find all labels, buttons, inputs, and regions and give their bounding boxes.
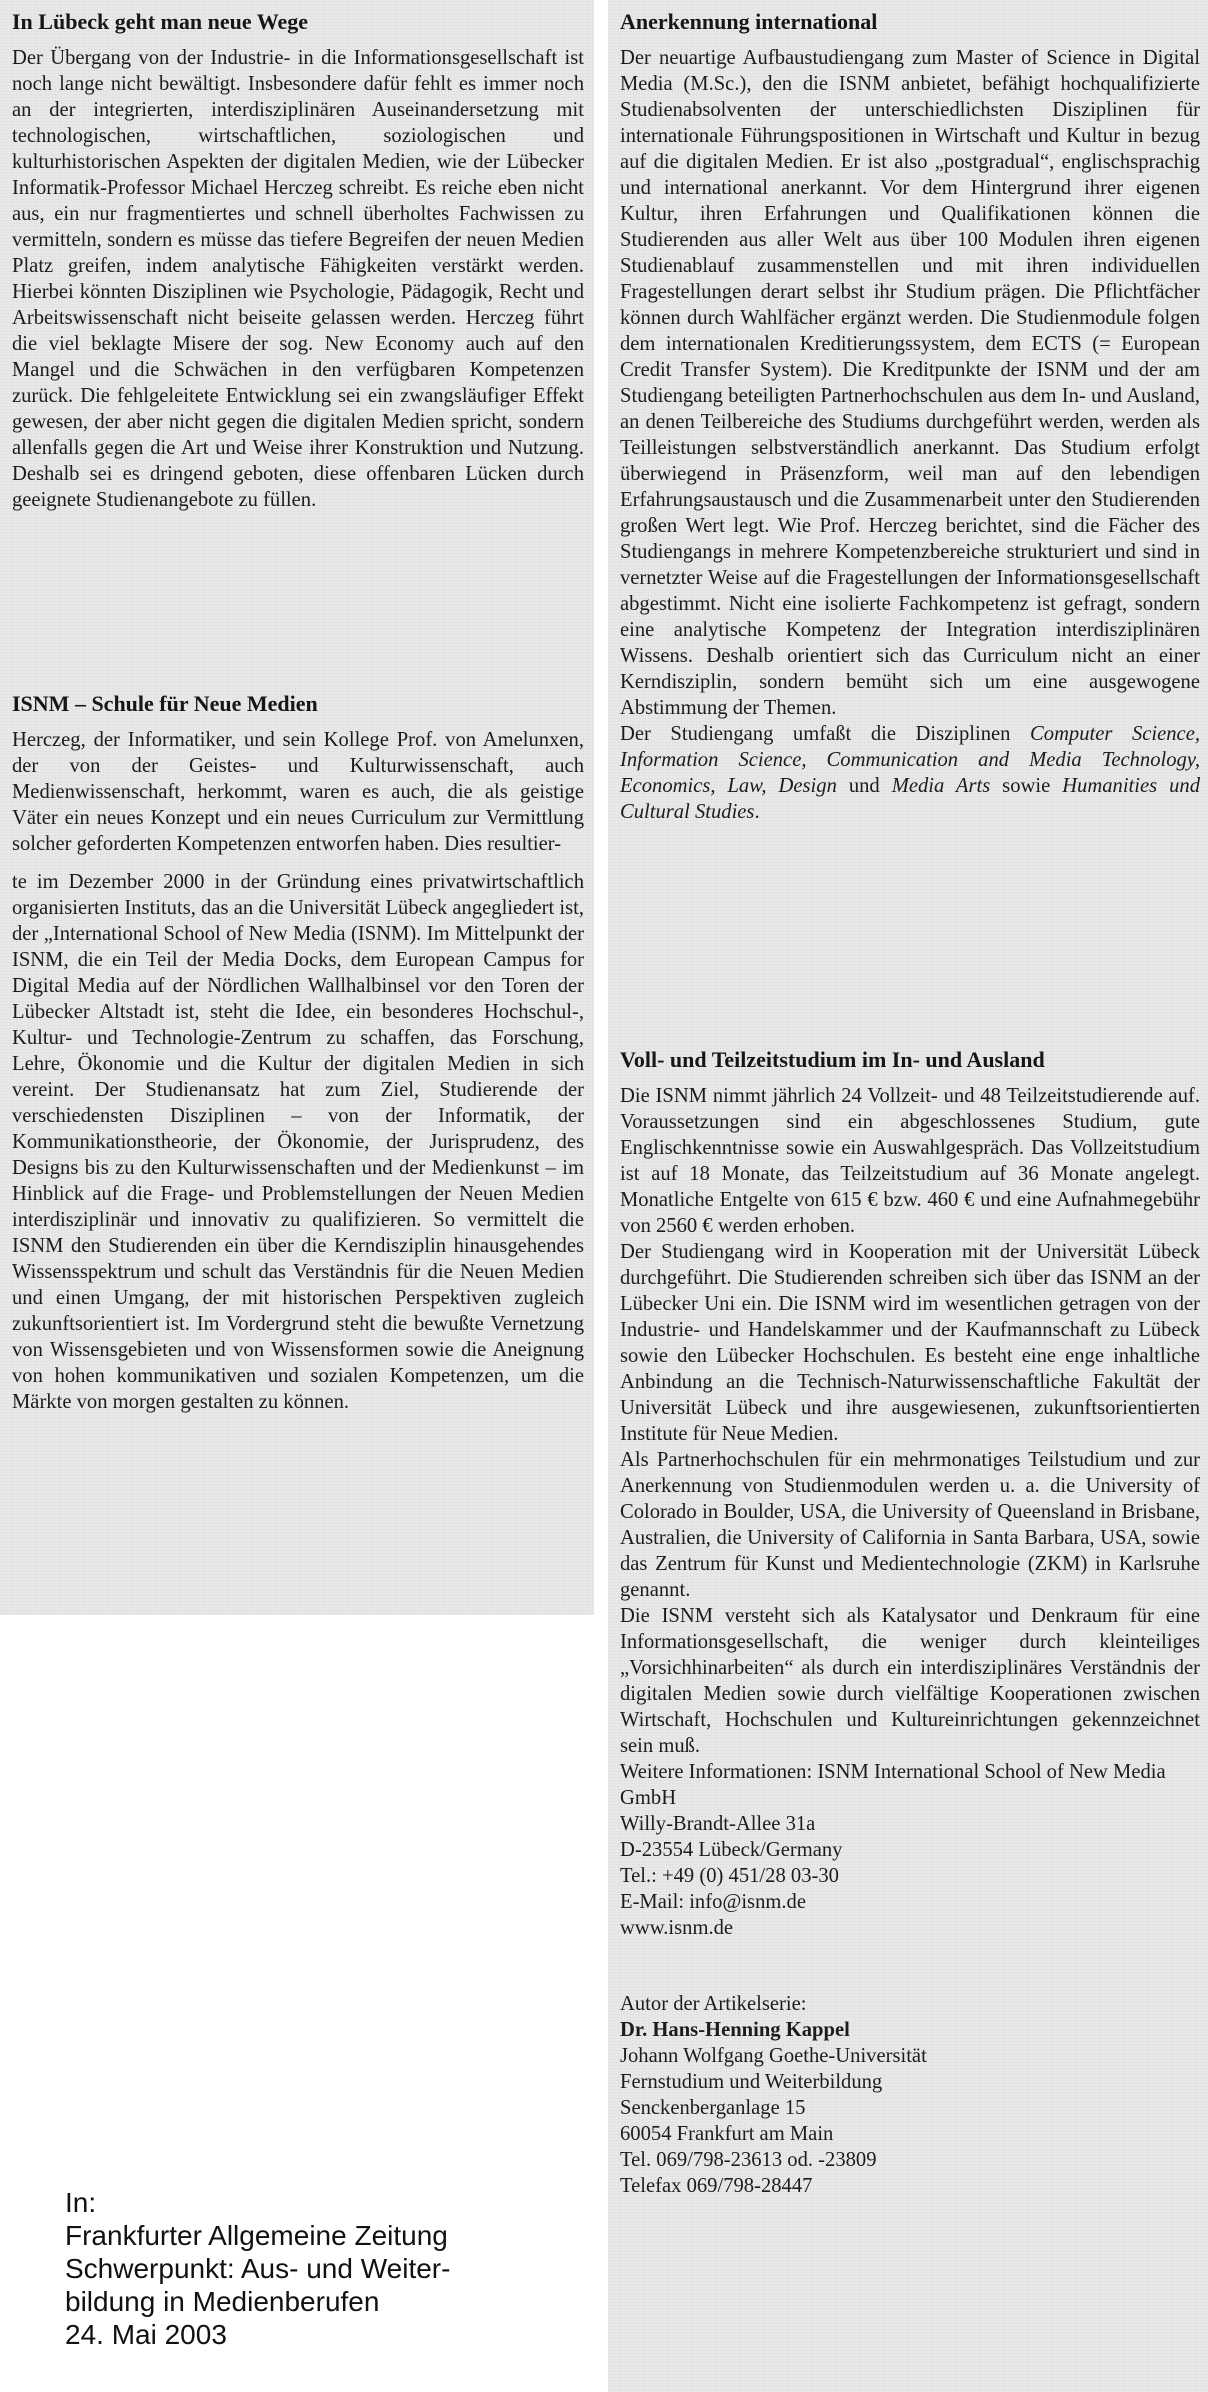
author-line: Fernstudium und Weiterbildung <box>620 2071 883 2093</box>
author-line: Johann Wolfgang Goethe-Universität <box>620 2045 927 2067</box>
section-heading: ISNM – Schule für Neue Medien <box>12 691 318 716</box>
author-line: Tel. 069/798-23613 od. -23809 <box>620 2149 877 2171</box>
section-body: Der Übergang von der Industrie- in die Informationsgesellschaft ist noch lange nicht bewältigt. Insbesondere dafür fehlt es immer noch an der integrierten, interdisziplinären Auseinandersetzung mit technologischen, wirtschaftlichen, soziologischen und kulturhistorischen Aspekten der digitalen Medien, wie der Lübecker Informatik-Professor Michael Herczeg schreibt. Es reiche eben nicht aus, ein nur fragmentiertes und schnell überholtes Fachwissen zu vermitteln, sondern es müsse das tiefere Begreifen der neuen Medien Platz greifen, indem analytische Fähigkeiten verstärkt werden. Hierbei könnten Disziplinen wie Psychologie, Pädagogik, Recht und Arbeitswissenschaft nicht beiseite gelassen werden. Herczeg führt die viel beklagte Misere der sog. New Economy auch auf den Mangel und die Schwächen in den verfügbaren Kompetenzen zurück. Die fehlgeleitete Entwicklung sei ein zwangsläufiger Effekt gewesen, der aber nicht gegen die digitalen Medien spricht, sondern allenfalls gegen die Art und Weise ihrer Konstruktion und Nutzung. Deshalb sei es dringend geboten, diese offenbaren Lücken durch geeignete Studienangebote zu füllen. <box>12 47 584 511</box>
left-column <box>12 8 584 1415</box>
source-line: 24. Mai 2003 <box>65 2319 227 2350</box>
author-block <box>620 1991 1200 2199</box>
section-isnm <box>12 690 584 1415</box>
section-body: Der neuartige Aufbaustudiengang zum Master of Science in Digital Media (M.Sc.), den die ISNM anbietet, befähigt hochqualifizierte Studienabsolventen der unterschiedlichsten Disziplinen für internationale Führungspositionen in Wirtschaft und Kultur in bezug auf die digitalen Medien. Er ist also „postgradual“, englischsprachig und international anerkannt. Vor dem Hintergrund ihrer eigenen Kultur, ihren Erfahrungen und Qualifikationen können die Studierenden aus aller Welt aus über 100 Modulen ihren eigenen Studienablauf zusammenstellen und mit ihren individuellen Fragestellungen derart selbst ihr Studium prägen. Die Pflichtfächer können durch Wahlfächer ergänzt werden. Die Studienmodule folgen dem internationalen Kreditierungssystem, dem ECTS (= European Credit Transfer System). Die Kreditpunkte der ISNM und der am Studiengang beteiligten Partnerhochschulen aus dem In- und Ausland, an denen Teilbereiche des Studiums durchgeführt werden, werden als Teilleistungen selbstverständlich anerkannt. Das Studium erfolgt überwiegend in Präsenzform, weil man auf den lebendigen Erfahrungsaustausch und die Zusammenarbeit unter den Studierenden großen Wert legt. Wie Prof. Herczeg berichtet, sind die Fächer des Studiengangs in mehrere Kompetenzbereiche strukturiert und sind in vernetzter Weise auf die Fragestellungen der Informationsgesellschaft abgestimmt. Nicht eine isolierte Fachkompetenz ist gefragt, sondern eine analytische Kompetenz der Integration interdisziplinären Wissens. Deshalb orientiert sich das Curriculum nicht an einer Kerndisziplin, sondern bemüht sich um eine ausgewogene Abstimmung der Themen. <box>620 47 1200 719</box>
author-line: Senckenberganlage 15 <box>620 2097 806 2119</box>
paragraph-more-info: Weitere Informationen: ISNM International School of New Media GmbH <box>620 1761 1166 1809</box>
paragraph-cooperation: Der Studiengang wird in Kooperation mit der Universität Lübeck durchgeführt. Die Studierenden schreiben sich über das ISNM an der Lübecker Uni ein. Die ISNM wird im wesentlichen getragen von der Industrie- und Handelskammer und der Kaufmannschaft zu Lübeck sowie den Lübecker Hochschulen. Es besteht eine enge inhaltliche Anbindung an die Technisch-Naturwissenschaftliche Fakultät der Universität Lübeck und ihre ausgewiesenen, zukunftsorientierten Institute für Neue Medien. <box>620 1241 1200 1445</box>
address-city: D-23554 Lübeck/Germany <box>620 1839 843 1861</box>
author-line: Telefax 069/798-28447 <box>620 2175 813 2197</box>
paragraph-admission: Die ISNM nimmt jährlich 24 Vollzeit- und 48 Teilzeitstudierende auf. Voraussetzungen sind ein abgeschlossenes Studium, gute Englischkenntnisse sowie ein Auswahlgespräch. Das Vollzeitstudium ist auf 18 Monate, das Teilzeitstudium auf 36 Monate angelegt. Monatliche Entgelte von 615 € bzw. 460 € und eine Aufnahmegebühr von 2560 € werden erhoben. <box>620 1085 1200 1237</box>
author-line: 60054 Frankfurt am Main <box>620 2123 834 2145</box>
source-line: Schwerpunkt: Aus- und Weiter- <box>65 2253 451 2284</box>
right-column <box>620 8 1200 2199</box>
section-heading: Voll- und Teilzeitstudium im In- und Ausland <box>620 1047 1045 1072</box>
section-body-bottom: te im Dezember 2000 in der Gründung eines privatwirtschaftlich organisierten Instituts, das an die Universität Lübeck angegliedert ist, der „International School of New Media (ISNM). Im Mittelpunkt der ISNM, die ein Teil der Media Docks, dem European Campus for Digital Media auf der Nördlichen Wallhalbinsel vor den Toren der Lübecker Altstadt ist, steht die Idee, ein besonderes Hochschul-, Kultur- und Technologie-Zentrum zu schaffen, das Forschung, Lehre, Ökonomie und die Kultur der digitalen Medien in sich vereint. Der Studienansatz hat zum Ziel, Studierende der verschiedensten Disziplinen – von der Informatik, der Kommunikationstheorie, der Ökonomie, der Jurisprudenz, des Designs bis zu den Kulturwissenschaften und der Medienkunst – im Hinblick auf die Frage- und Problemstellungen der Neuen Medien interdisziplinär und innovativ zu qualifizieren. So vermittelt die ISNM den Studierenden ein über die Kerndisziplin hinausgehendes Wissensspektrum und schult das Verständnis für die Neuen Medien und einen Umgang, der mit historischen Perspektiven zugleich zukunftsorientiert ist. Im Vordergrund steht die bewußte Vernetzung von Wissensgebieten und von Wissensformen sowie die Aneignung von hohen kommunikativen und sozialen Kompetenzen, um die Märkte von morgen gestalten zu können. <box>12 871 584 1413</box>
address-street: Willy-Brandt-Allee 31a <box>620 1813 816 1835</box>
section-luebeck <box>12 8 584 690</box>
address-email: E-Mail: info@isnm.de <box>620 1891 806 1913</box>
author-label: Autor der Artikelserie: <box>620 1993 807 2015</box>
source-note <box>65 2186 585 2351</box>
source-line: Frankfurter Allgemeine Zeitung <box>65 2220 448 2251</box>
source-line: In: <box>65 2187 97 2218</box>
section-voll-teilzeit <box>620 1046 1200 1941</box>
disciplines-paragraph: Der Studiengang umfaßt die Disziplinen Computer Science, Information Science, Communication and Media Technology, Economics, Law, Design und Media Arts sowie Humanities und Cultural Studies. <box>620 723 1200 823</box>
paragraph-mission: Die ISNM versteht sich als Katalysator und Denkraum für eine Informationsgesellschaft, die weniger durch kleinteiliges „Vorsichhinarbeiten“ als durch ein interdisziplinäres Verständnis der digitalen Medien sowie durch vielfältige Kooperationen zwischen Wirtschaft, Hochschulen und Kultureinrichtungen gekennzeichnet sein muß. <box>620 1605 1200 1757</box>
address-phone: Tel.: +49 (0) 451/28 03-30 <box>620 1865 839 1887</box>
section-body-top: Herczeg, der Informatiker, und sein Kollege Prof. von Amelunxen, der von der Geistes- und Kulturwissenschaft, auch Medienwissenschaft, herkommt, waren es auch, die als geistige Väter ein neues Konzept und ein neues Curriculum zur Vermittlung solcher geforderten Kompetenzen entworfen haben. Dies resultier- <box>12 729 584 855</box>
source-line: bildung in Medienberufen <box>65 2286 380 2317</box>
address-website: www.isnm.de <box>620 1917 734 1939</box>
section-heading: In Lübeck geht man neue Wege <box>12 9 309 34</box>
section-anerkennung <box>620 8 1200 1046</box>
contact-address <box>620 1811 1200 1941</box>
author-name: Dr. Hans-Henning Kappel <box>620 2019 850 2041</box>
section-heading: Anerkennung international <box>620 9 878 34</box>
disciplines-list: Computer Science, Information Science, Communication and Media Technology, Economics, Law, Design <box>620 723 1200 797</box>
paragraph-partners: Als Partnerhochschulen für ein mehrmonatiges Teilstudium und zur Anerkennung von Studienmodulen werden u. a. die University of Colorado in Boulder, USA, die University of Queensland in Brisbane, Australien, die University of California in Santa Barbara, USA, sowie das Zentrum für Kunst und Medientechnologie (ZKM) in Karlsruhe genannt. <box>620 1449 1200 1601</box>
